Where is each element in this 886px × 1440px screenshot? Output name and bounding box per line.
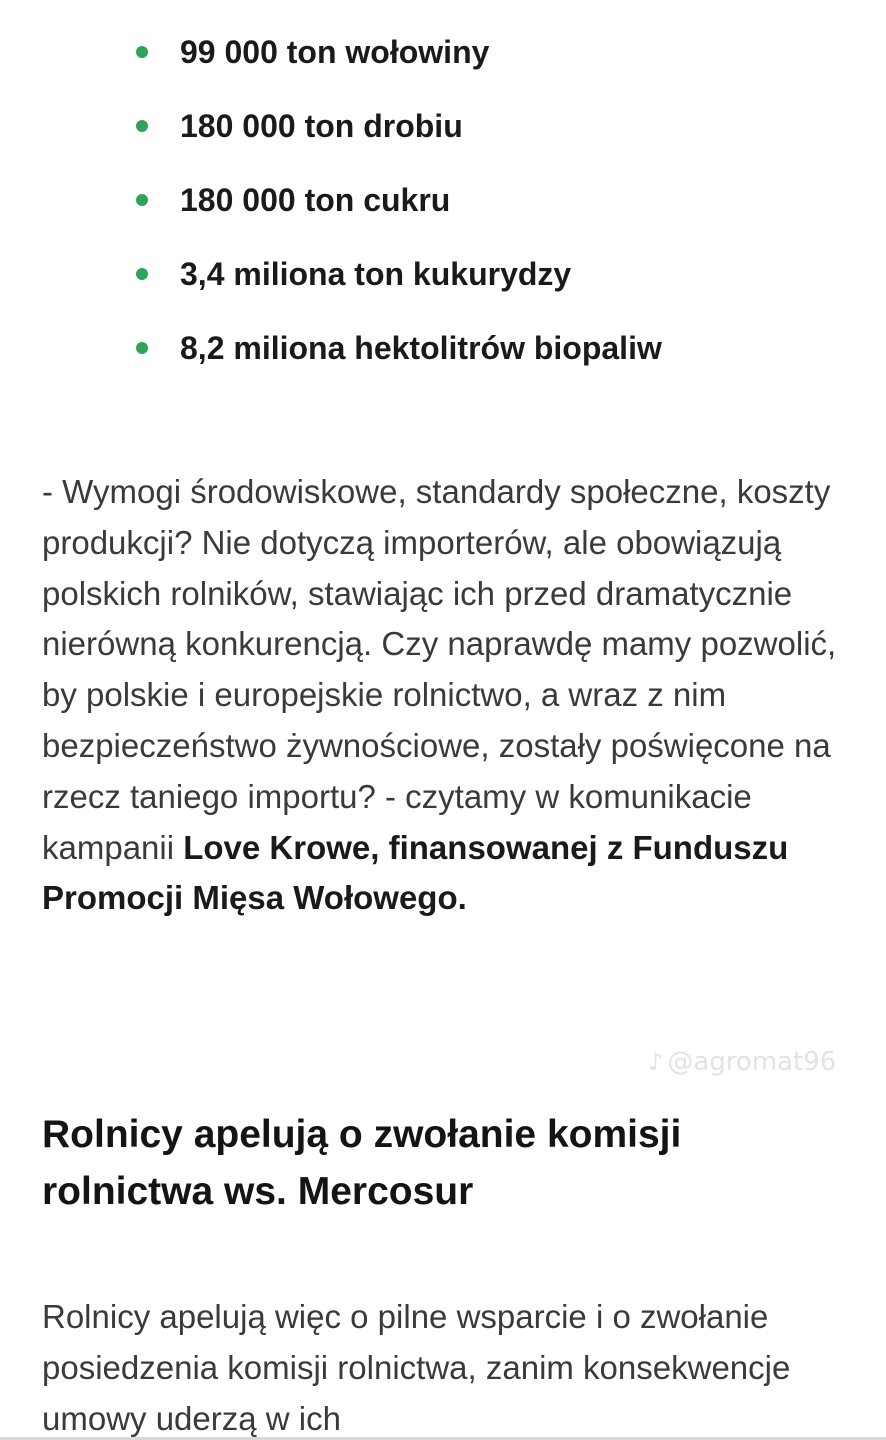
tiktok-watermark	[648, 1042, 836, 1082]
bullet-dot-icon	[136, 46, 148, 58]
bullet-dot-icon	[136, 268, 148, 280]
section-heading: Rolnicy apelują o zwołanie komisji rolnictwa ws. Mercosur	[42, 1113, 682, 1213]
campaign-name-bold: Love Krowe, finansowanej z Funduszu Promocji Mięsa Wołowego.	[42, 828, 789, 917]
list-item	[132, 322, 852, 396]
quote-paragraph	[42, 467, 862, 924]
watermark-handle: @agromat96	[667, 1047, 837, 1077]
bullet-dot-icon	[136, 342, 148, 354]
list-item-text: 99 000 ton wołowiny	[180, 34, 490, 70]
list-item-text: 180 000 ton drobiu	[180, 108, 463, 144]
list-item	[132, 174, 852, 248]
tiktok-icon: ♪	[648, 1048, 664, 1076]
bullet-dot-icon	[136, 120, 148, 132]
bullet-dot-icon	[136, 194, 148, 206]
list-item-text: 3,4 miliona ton kukurydzy	[180, 256, 572, 292]
list-item	[132, 26, 852, 100]
list-item	[132, 248, 852, 322]
import-quota-list	[132, 26, 852, 396]
list-item-text: 180 000 ton cukru	[180, 182, 451, 218]
body-paragraph: Rolnicy apelują więc o pilne wsparcie i o zwołanie posiedzenia komisji rolnictwa, zanim konsekwencje umowy uderzą w ich	[42, 1298, 791, 1437]
list-item-text: 8,2 miliona hektolitrów biopaliw	[180, 330, 662, 366]
list-item	[132, 100, 852, 174]
quote-text: - Wymogi środowiskowe, standardy społeczne, koszty produkcji? Nie dotyczą importerów, ale obowiązują polskich rolników, stawiając ich przed dramatycznie nierówną konkurencją. Czy naprawdę mamy pozwolić, by polskie i europejskie rolnictwo, a wraz z nim bezpieczeństwo żywnościowe, zostały poświęcone na rzecz taniego importu? - czytamy w komunikacie kampanii	[42, 473, 837, 866]
